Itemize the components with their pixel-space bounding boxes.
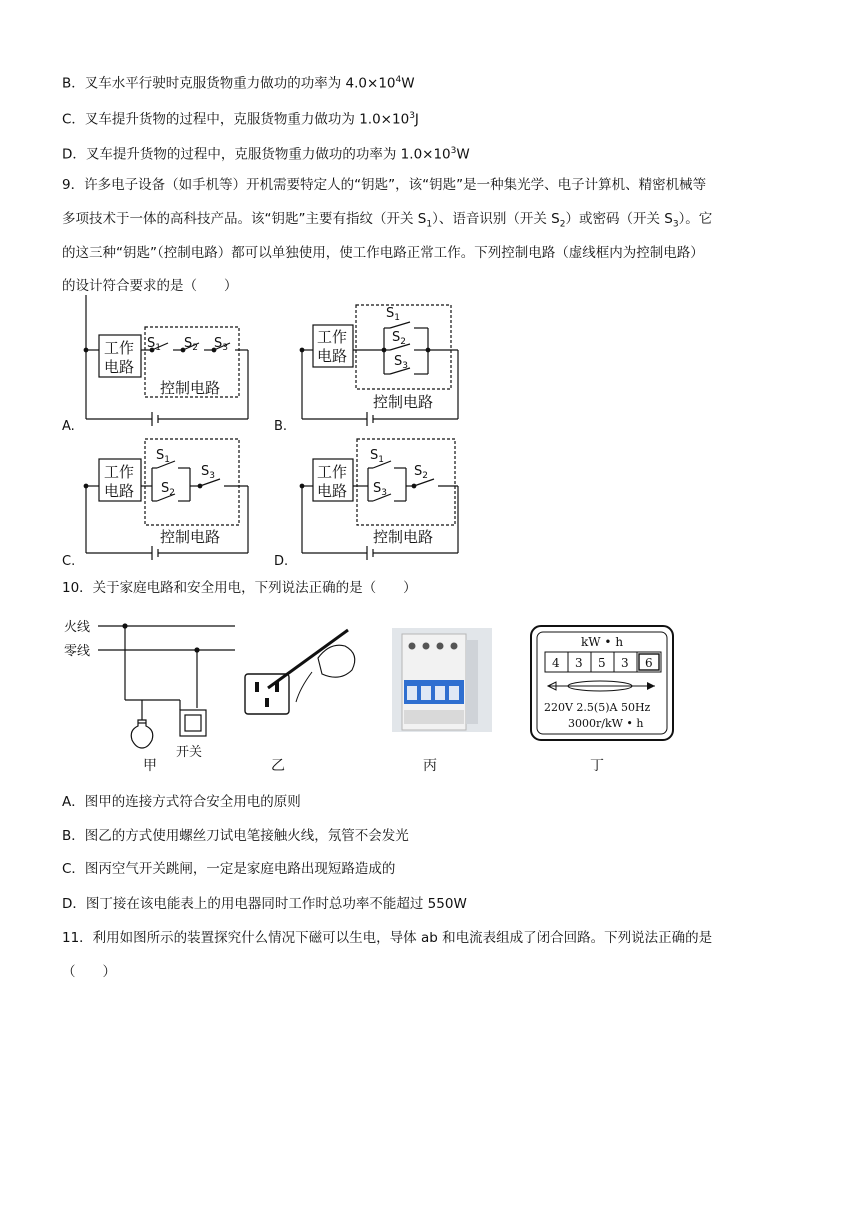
q8-option-c-text: C．叉车提升货物的过程中，克服货物重力做功为 1.0×10: [62, 111, 410, 128]
meter-unit: kW • h: [581, 635, 624, 649]
q10-option-b: B．图乙的方式使用螺丝刀试电笔接触火线，氖管不会发光: [62, 828, 409, 844]
option-label-a: A.: [62, 419, 75, 434]
neutral-wire-label: 零线: [64, 644, 91, 659]
q8-option-d-text: D．叉车提升货物的过程中，克服货物重力做功的功率为 1.0×10: [62, 146, 451, 163]
q9-sub1: 1: [426, 219, 433, 230]
q9-stem-line2: [62, 209, 712, 235]
caption-bing: 丙: [423, 758, 437, 774]
figure-jia-wiring: [98, 624, 235, 748]
q11-stem-line1: 11．利用如图所示的装置探究什么情况下磁可以生电，导体 ab 和电流表组成了闭合回路。下列说法正确的是: [62, 930, 713, 946]
option-label-c: C.: [62, 554, 76, 569]
q8-option-b: [62, 70, 415, 94]
caption-ding: 丁: [590, 758, 604, 774]
q9-line2-part2: ）、语音识别（开关 S: [432, 211, 560, 227]
diagram-b-work-label1: 工作: [317, 328, 348, 346]
meter-spec: 220V 2.5(5)A 50Hz: [544, 701, 651, 714]
q10-stem: 10．关于家庭电路和安全用电，下列说法正确的是（ ）: [62, 580, 417, 596]
diagram-d-work-label1: 工作: [317, 463, 348, 481]
meter-digit-3: 5: [598, 656, 606, 670]
q9-line2-part1: 多项技术于一体的高科技产品。该“钥匙”主要有指纹（开关 S: [62, 211, 427, 227]
q10-option-a: A．图甲的连接方式符合安全用电的原则: [62, 794, 301, 810]
diagram-c-s3: $S_3$: [201, 464, 215, 481]
switch-label: 开关: [176, 745, 203, 760]
q8-option-b-text: B．叉车水平行驶时克服货物重力做功的功率为 4.0×10: [62, 75, 396, 92]
meter-digit-2: 3: [575, 656, 583, 670]
q8-option-c-exponent: 3: [409, 111, 415, 121]
diagram-c-control-label: 控制电路: [160, 528, 221, 546]
q9-stem-line3: 的这三种“钥匙”（控制电路）都可以单独使用，使工作电路正常工作。下列控制电路（虚线框内为控制电路）: [62, 245, 704, 261]
meter-revolutions: 3000r/kW • h: [568, 717, 644, 730]
diagram-c-work-label1: 工作: [104, 463, 135, 481]
diagram-b-control-label: 控制电路: [373, 393, 434, 411]
q8-option-d-exponent: 3: [450, 146, 457, 156]
diagram-b-work-label2: 电路: [317, 347, 348, 365]
diagram-d-s2: $S_2$: [414, 464, 428, 481]
diagram-a-work-label1: 工作: [104, 339, 135, 357]
q8-option-d-unit: W: [456, 146, 470, 163]
diagram-a-s1: $S_1$: [147, 336, 161, 353]
q8-option-b-unit: W: [401, 75, 415, 92]
diagram-b-s3: $S_3$: [394, 354, 408, 371]
q10-option-d: D．图丁接在该电能表上的用电器同时工作时总功率不能超过 550W: [62, 896, 467, 912]
diagram-a-s3: $S_3$: [214, 336, 228, 353]
caption-jia: 甲: [143, 758, 157, 774]
live-wire-label: 火线: [64, 620, 91, 635]
diagram-c-work-label2: 电路: [104, 482, 135, 500]
q8-option-c-unit: J: [414, 111, 419, 128]
q10-option-c: C．图丙空气开关跳闸，一定是家庭电路出现短路造成的: [62, 861, 396, 877]
q9-line2-part3: ）或密码（开关 S: [565, 211, 673, 227]
q9-stem-line4: 的设计符合要求的是（ ）: [62, 278, 238, 294]
meter-digit-5: 6: [645, 656, 653, 670]
caption-yi: 乙: [271, 758, 285, 774]
diagram-a-s2: $S_2$: [184, 336, 198, 353]
diagram-a-work-label2: 电路: [104, 358, 135, 376]
meter-digit-4: 3: [621, 656, 629, 670]
q11-stem-line2: （ ）: [62, 964, 116, 980]
figure-yi-socket-tester: [245, 630, 355, 714]
option-label-b: B.: [274, 419, 288, 434]
q8-option-d: [62, 141, 470, 165]
meter-digit-1: 4: [552, 656, 560, 670]
diagram-c-s1: $S_1$: [156, 448, 170, 465]
diagram-d-work-label2: 电路: [317, 482, 348, 500]
q8-option-c: [62, 106, 419, 130]
diagram-b-s2: $S_2$: [392, 330, 406, 347]
q9-line2-part4: ）。它: [678, 211, 713, 227]
diagram-a-control-label: 控制电路: [160, 379, 221, 397]
diagram-b-s1: $S_1$: [386, 306, 400, 323]
q8-option-b-exponent: 4: [395, 75, 402, 85]
figure-bing-circuit-breaker: [392, 628, 492, 732]
q9-sub3: 3: [672, 219, 679, 230]
option-label-d: D.: [274, 554, 289, 569]
q9-stem-line1: 9．许多电子设备（如手机等）开机需要特定人的“钥匙”，该“钥匙”是一种集光学、电子计算机、精密机械等: [62, 177, 707, 193]
diagram-d-s3: $S_3$: [373, 481, 387, 498]
q9-circuit-diagrams: [0, 295, 860, 575]
diagram-d-s1: $S_1$: [370, 448, 384, 465]
diagram-c-s2: $S_2$: [161, 481, 175, 498]
q10-figures: [0, 610, 860, 780]
diagram-d-control-label: 控制电路: [373, 528, 434, 546]
q9-sub2: 2: [559, 219, 566, 230]
